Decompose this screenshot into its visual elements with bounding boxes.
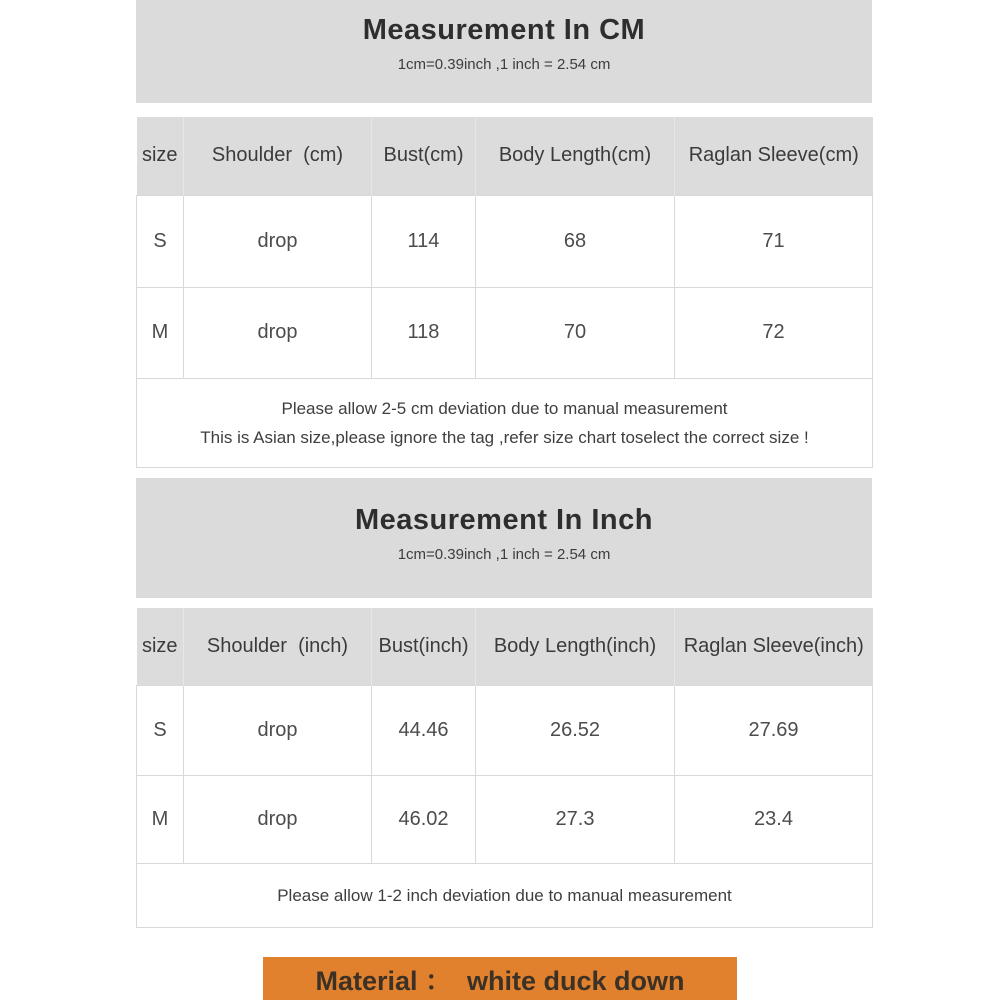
cm-deviation-note [137,378,873,467]
cm-header-body-length: Body Length(cm) [476,117,675,195]
inch-table-header-row [137,608,873,686]
inch-size-table [136,608,873,929]
inch-m-body-length: 27.3 [476,776,675,864]
material-banner [263,957,737,1000]
table-row [137,287,873,378]
cm-s-size: S [137,195,184,287]
inch-note-line-1: Please allow 1-2 inch deviation due to manual measurement [277,886,732,905]
inch-m-shoulder: drop [184,776,372,864]
inch-m-bust: 46.02 [372,776,476,864]
cm-title-block [136,0,872,103]
inch-header-raglan-sleeve: Raglan Sleeve(inch) [675,608,873,686]
cm-m-body-length: 70 [476,287,675,378]
cm-conversion-note: 1cm=0.39inch ,1 inch = 2.54 cm [397,56,611,73]
table-row [137,776,873,864]
cm-note-row [137,378,873,467]
inch-note-row [137,864,873,928]
size-chart-page [136,0,872,1000]
material-label: Material ： white duck down [315,966,685,996]
inch-header-bust: Bust(inch) [372,608,476,686]
cm-m-size: M [137,287,184,378]
inch-conversion-note: 1cm=0.39inch ,1 inch = 2.54 cm [397,545,611,563]
cm-s-shoulder: drop [184,195,372,287]
cm-note-line-1: Please allow 2-5 cm deviation due to manual measurement [281,398,728,418]
cm-section-title: Measurement In CM [362,14,646,46]
cm-table-header-row [137,117,873,195]
cm-s-body-length: 68 [476,195,675,287]
inch-s-body-length: 26.52 [476,686,675,776]
cm-s-bust: 114 [372,195,476,287]
table-row [137,686,873,776]
inch-s-shoulder: drop [184,686,372,776]
table-row [137,195,873,287]
cm-note-line-2: This is Asian size,please ignore the tag ,refer size chart toselect the correct size ! [200,427,809,447]
inch-section-title: Measurement In Inch [355,503,653,536]
inch-header-body-length: Body Length(inch) [476,608,675,686]
cm-m-raglan-sleeve: 72 [675,287,873,378]
cm-m-bust: 118 [372,287,476,378]
cm-header-bust: Bust(cm) [372,117,476,195]
inch-s-size: S [137,686,184,776]
cm-s-raglan-sleeve: 71 [675,195,873,287]
inch-s-bust: 44.46 [372,686,476,776]
cm-m-shoulder: drop [184,287,372,378]
cm-header-size: size [137,117,184,195]
inch-header-shoulder: Shoulder (inch) [184,608,372,686]
inch-title-block [136,478,872,598]
cm-header-raglan-sleeve: Raglan Sleeve(cm) [675,117,873,195]
inch-m-size: M [137,776,184,864]
cm-header-shoulder: Shoulder (cm) [184,117,372,195]
inch-header-size: size [137,608,184,686]
inch-s-raglan-sleeve: 27.69 [675,686,873,776]
inch-deviation-note [137,864,873,928]
inch-m-raglan-sleeve: 23.4 [675,776,873,864]
cm-size-table [136,117,873,468]
